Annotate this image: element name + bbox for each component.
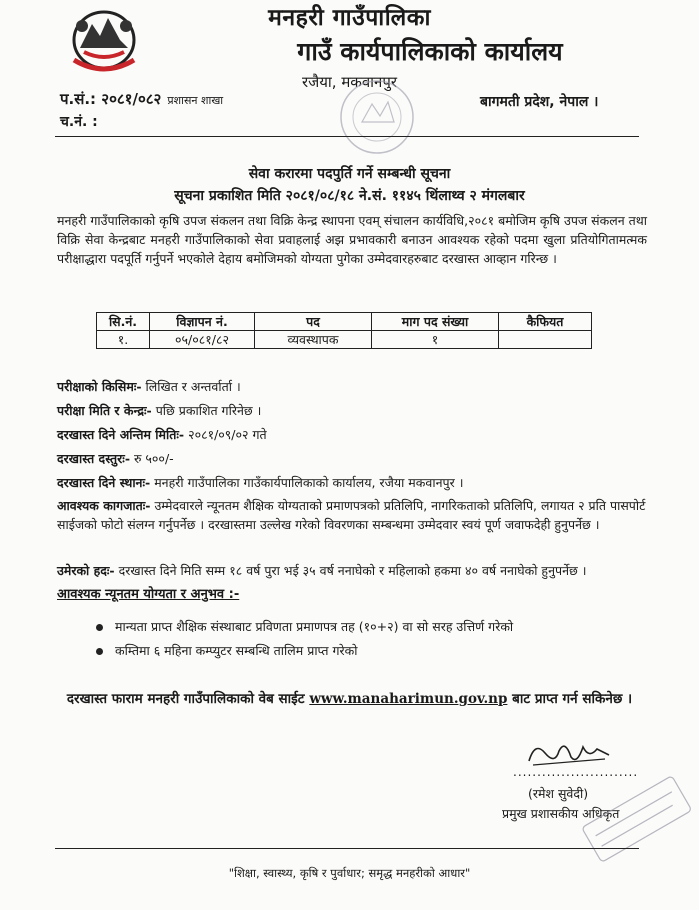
- field-label: दरखास्त दिने स्थानः-: [57, 475, 151, 490]
- table-row: [97, 331, 592, 349]
- bullet-icon: [96, 624, 103, 631]
- field-value: रु ५००/-: [130, 451, 174, 466]
- table-header-row: [97, 313, 592, 331]
- qualification-text: मान्यता प्राप्त शैक्षिक संस्थाबाट प्रविणता प्रमाणपत्र तह (१०+२) वा सो सरह उत्तिर्ण गरेको: [115, 619, 514, 634]
- notice-published-date: सूचना प्रकाशित मिति २०८१/०८/१८ ने.सं. ११४५ थिंलाथ्व २ मंगलबार: [174, 188, 525, 204]
- field-value: मनहरी गाउँपालिका गाउँकार्यपालिकाको कार्यालय, रजैया मकवानपुर ।: [150, 475, 464, 490]
- field-label: परीक्षा मिति र केन्द्रः-: [57, 403, 152, 418]
- table-header-cell: विज्ञापन नं.: [150, 313, 255, 331]
- reference-number-value: प.सं.: २०८१/०८२: [60, 90, 162, 108]
- municipality-name: मनहरी गाउँपालिका: [268, 5, 431, 31]
- office-name: गाउँ कार्यपालिकाको कार्यालय: [297, 37, 563, 66]
- field-value: उम्मेदवारले न्यूनतम शैक्षिक योग्यताको प्रमाणपत्रको प्रतिलिपि, नागरिकताको प्रतिलिपि, लगायत २ प्रति पासपोर्ट साईजको फोटो संलग्न गर्नुपर्नेछ । दरखास्तमा उल्लेख गरेको विवरणका सम्बन्धमा उम्मेदवार स्वयं पूर्ण जवाफदेही हुनुपर्नेछ ।: [57, 498, 646, 532]
- list-item: [96, 618, 513, 635]
- table-header-cell: पद: [255, 313, 372, 331]
- form-suffix: बाट प्राप्त गर्न सकिनेछ ।: [507, 691, 633, 707]
- bullet-icon: [96, 648, 103, 655]
- field-label: आवश्यक कागजातः-: [57, 498, 151, 513]
- table-header-cell: सि.नं.: [97, 313, 150, 331]
- office-seal-icon: [322, 72, 422, 167]
- section-name: प्रशासन शाखा: [167, 94, 224, 107]
- form-prefix: दरखास्त फाराम मनहरी गाउँपालिकाको वेब साईट: [66, 691, 310, 707]
- field-value: २०८१/०९/०२ गते: [184, 427, 267, 442]
- province-name: बागमती प्रदेश, नेपाल ।: [480, 94, 599, 110]
- field-label: दरखास्त दिने अन्तिम मितिः-: [57, 427, 185, 442]
- field-label: परीक्षाको किसिमः-: [57, 379, 142, 394]
- form-download-line: [0, 689, 699, 707]
- table-header-cell: माग पद संख्या: [372, 313, 499, 331]
- application-place: [57, 473, 647, 492]
- exam-date: [57, 401, 647, 420]
- signatory-name: (रमेश सुवेदी): [528, 786, 589, 801]
- application-fee: [57, 449, 647, 468]
- age-limit: [57, 561, 647, 580]
- table-cell: १.: [97, 331, 150, 349]
- notice-title: सेवा करारमा पदपुर्ति गर्ने सम्बन्धी सूचना: [248, 166, 451, 182]
- field-value: दरखास्त दिने मिति सम्म १८ वर्ष पुरा भई ३५ वर्ष ननाघेको र महिलाको हकमा ४० वर्ष ननाघेको हुनुपर्नेछ ।: [114, 563, 587, 578]
- field-label: उमेरको हदः-: [57, 563, 115, 578]
- list-item: [96, 642, 358, 659]
- website-link[interactable]: www.manaharimun.gov.np: [309, 691, 508, 707]
- table-cell: १: [372, 331, 499, 349]
- dispatch-number: च.नं. :: [60, 114, 98, 130]
- table-cell: ०५/०८१/८२: [150, 331, 255, 349]
- vacancy-table: [96, 312, 592, 349]
- field-value: लिखित र अन्तर्वार्ता ।: [141, 379, 241, 394]
- signature-line: ..........................: [513, 765, 639, 779]
- qualifications-heading: आवश्यक न्यूनतम योग्यता र अनुभव :-: [57, 587, 240, 602]
- office-address: रजैया, मकवानपुर: [301, 73, 398, 91]
- footer-divider: [55, 848, 639, 849]
- footer-motto: "शिक्षा, स्वास्थ्य, कृषि र पुर्वाधार; समृद्ध मनहरीको आधार": [228, 866, 471, 880]
- field-label: दरखास्त दस्तुरः-: [57, 451, 131, 466]
- application-deadline: [57, 425, 647, 444]
- exam-type: [57, 377, 647, 396]
- qualification-text: कम्तिमा ६ महिना कम्प्युटर सम्बन्धि तालिम प्राप्त गरेको: [115, 643, 358, 658]
- notice-body: मनहरी गाउँपालिकाको कृषि उपज संकलन तथा विक्रि केन्द्र स्थापना एवम् संचालन कार्यविधि,२०८१ बमोजिम कृषि उपज संकलन तथा विक्रि सेवा केन्द्रबाट मनहरी गाउँपालिकाको सेवा प्रवाहलाई अझ प्रभावकारी बनाउन आवश्यक रहेको पदमा खुला प्रतियोगितामत्मक परीक्षाद्धारा पदपूर्ति गर्नुपर्ने भएकोले देहाय बमोजिमको योग्यता पुगेका उम्मेदवारहरुबाट दरखास्त आव्हान गरिन्छ ।: [57, 213, 647, 266]
- reference-number: [60, 89, 223, 109]
- table-cell: [499, 331, 592, 349]
- signatory-title: प्रमुख प्रशासकीय अधिकृत: [502, 806, 620, 821]
- required-documents: [57, 496, 647, 534]
- field-value: पछि प्रकाशित गरिनेछ ।: [151, 403, 262, 418]
- table-header-cell: कैफियत: [499, 313, 592, 331]
- header-divider: [55, 136, 639, 137]
- officer-stamp-icon: [575, 770, 695, 870]
- table-cell: व्यवस्थापक: [255, 331, 372, 349]
